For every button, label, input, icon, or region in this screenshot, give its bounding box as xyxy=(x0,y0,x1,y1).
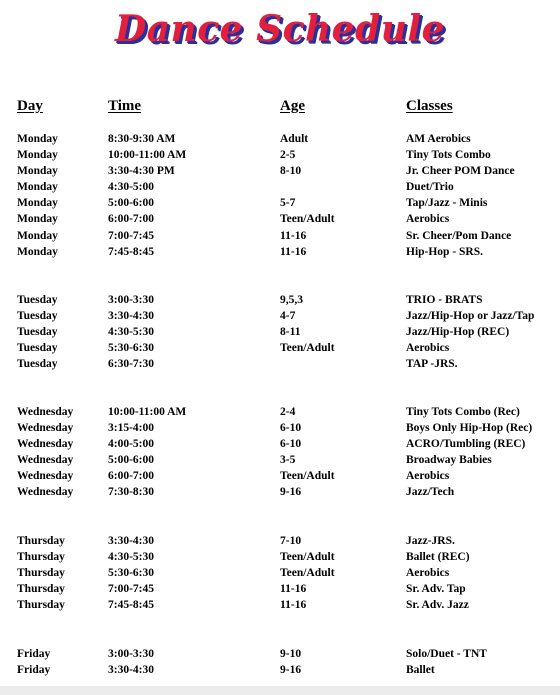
class-cell: Jazz/Tech xyxy=(406,486,455,499)
day-cell: Monday xyxy=(17,149,58,162)
time-cell: 3:30-4:30 xyxy=(108,535,154,547)
age-cell: 8-10 xyxy=(280,165,302,178)
class-cell: Tap/Jazz - Minis xyxy=(406,197,488,210)
class-cell: Sr. Adv. Jazz xyxy=(406,599,469,612)
page-bottom-band xyxy=(0,686,560,695)
day-cell: Monday xyxy=(17,245,58,258)
age-cell: 6-10 xyxy=(280,438,302,451)
time-cell: 7:30-8:30 xyxy=(108,486,154,499)
schedule-row xyxy=(0,228,560,244)
age-cell: 6-10 xyxy=(280,422,302,435)
time-cell: 10:00-11:00 AM xyxy=(108,149,187,162)
time-cell: 3:00-3:30 xyxy=(108,294,154,306)
day-cell: Monday xyxy=(17,213,58,226)
day-cell: Friday xyxy=(17,664,51,677)
schedule-row xyxy=(0,662,560,678)
time-cell: 3:00-3:30 xyxy=(108,648,154,660)
day-cell: Thursday xyxy=(17,583,65,596)
day-cell: Tuesday xyxy=(17,358,58,371)
schedule-header-row xyxy=(0,98,560,122)
schedule-row xyxy=(0,163,560,179)
time-cell: 7:00-7:45 xyxy=(108,583,154,596)
day-cell: Tuesday xyxy=(17,326,58,339)
class-cell: Jazz-JRS. xyxy=(406,535,455,547)
time-cell: 3:15-4:00 xyxy=(108,422,154,435)
class-cell: Broadway Babies xyxy=(406,454,492,467)
class-cell: Aerobics xyxy=(406,213,450,226)
time-cell: 6:30-7:30 xyxy=(108,358,154,371)
class-cell: Ballet xyxy=(406,664,435,677)
day-cell: Monday xyxy=(17,197,58,210)
class-cell: Duet/Trio xyxy=(406,181,454,194)
day-cell: Monday xyxy=(17,229,58,242)
day-cell: Friday xyxy=(17,648,51,660)
schedule-section-tuesday xyxy=(0,292,560,372)
time-cell: 3:30-4:30 xyxy=(108,664,154,677)
day-cell: Wednesday xyxy=(17,406,74,418)
age-cell: 5-7 xyxy=(280,197,296,210)
schedule-row xyxy=(0,646,560,662)
schedule-row xyxy=(0,597,560,613)
age-cell: 9-10 xyxy=(280,648,302,660)
schedule-row xyxy=(0,131,560,147)
header-classes: Classes xyxy=(406,98,453,114)
day-cell: Tuesday xyxy=(17,342,58,355)
class-cell: ACRO/Tumbling (REC) xyxy=(406,438,526,451)
age-cell: 2-4 xyxy=(280,406,296,418)
schedule-row xyxy=(0,436,560,452)
schedule-section-monday xyxy=(0,131,560,260)
schedule-row xyxy=(0,324,560,340)
time-cell: 5:30-6:30 xyxy=(108,342,154,355)
class-cell: Boys Only Hip-Hop (Rec) xyxy=(406,422,533,435)
day-cell: Tuesday xyxy=(17,310,58,323)
time-cell: 4:30-5:30 xyxy=(108,551,154,564)
schedule-row xyxy=(0,179,560,195)
age-cell: 2-5 xyxy=(280,149,296,162)
time-cell: 5:30-6:30 xyxy=(108,567,154,580)
class-cell: Hip-Hop - SRS. xyxy=(406,245,484,258)
age-cell: 4-7 xyxy=(280,310,296,323)
header-day: Day xyxy=(17,98,43,114)
schedule-row xyxy=(0,211,560,227)
class-cell: Tiny Tots Combo (Rec) xyxy=(406,406,520,418)
age-cell: Teen/Adult xyxy=(280,567,335,580)
age-cell: 11-16 xyxy=(280,245,307,258)
age-cell: Teen/Adult xyxy=(280,551,335,564)
day-cell: Wednesday xyxy=(17,454,74,467)
schedule-section-friday xyxy=(0,646,560,678)
class-cell: Jazz/Hip-Hop (REC) xyxy=(406,326,510,339)
age-cell: Teen/Adult xyxy=(280,470,335,483)
time-cell: 5:00-6:00 xyxy=(108,454,154,467)
class-cell: Sr. Adv. Tap xyxy=(406,583,466,596)
schedule-row xyxy=(0,533,560,549)
time-cell: 7:45-8:45 xyxy=(108,599,154,612)
class-cell: Aerobics xyxy=(406,567,450,580)
class-cell: TRIO - BRATS xyxy=(406,294,483,306)
time-cell: 5:00-6:00 xyxy=(108,197,154,210)
schedule-row xyxy=(0,404,560,420)
schedule-row xyxy=(0,565,560,581)
schedule-row xyxy=(0,195,560,211)
day-cell: Thursday xyxy=(17,599,65,612)
class-cell: TAP -JRS. xyxy=(406,358,458,371)
time-cell: 4:00-5:00 xyxy=(108,438,154,451)
schedule-row xyxy=(0,549,560,565)
day-cell: Monday xyxy=(17,133,58,145)
schedule-row xyxy=(0,340,560,356)
schedule-row xyxy=(0,147,560,163)
header-time: Time xyxy=(108,98,142,114)
schedule-row xyxy=(0,292,560,308)
time-cell: 7:45-8:45 xyxy=(108,245,154,258)
day-cell: Tuesday xyxy=(17,294,58,306)
schedule-row xyxy=(0,484,560,500)
day-cell: Monday xyxy=(17,165,58,178)
class-cell: AM Aerobics xyxy=(406,133,471,145)
age-cell: 3-5 xyxy=(280,454,296,467)
time-cell: 4:30-5:30 xyxy=(108,326,154,339)
schedule-row xyxy=(0,308,560,324)
schedule-row xyxy=(0,420,560,436)
day-cell: Thursday xyxy=(17,551,65,564)
time-cell: 3:30-4:30 xyxy=(108,310,154,323)
time-cell: 3:30-4:30 PM xyxy=(108,165,175,178)
day-cell: Thursday xyxy=(17,567,65,580)
day-cell: Monday xyxy=(17,181,58,194)
schedule-row xyxy=(0,468,560,484)
page-title: Dance Schedule xyxy=(115,8,445,50)
schedule-section-wednesday xyxy=(0,404,560,501)
class-cell: Jazz/Hip-Hop or Jazz/Tap xyxy=(406,310,535,323)
day-cell: Wednesday xyxy=(17,470,74,483)
time-cell: 8:30-9:30 AM xyxy=(108,133,176,145)
header-age: Age xyxy=(280,98,305,114)
schedule-section-thursday xyxy=(0,533,560,613)
age-cell: Adult xyxy=(280,133,309,145)
day-cell: Wednesday xyxy=(17,438,74,451)
age-cell: 8-11 xyxy=(280,326,301,339)
day-cell: Wednesday xyxy=(17,486,74,499)
age-cell: Teen/Adult xyxy=(280,342,335,355)
class-cell: Sr. Cheer/Pom Dance xyxy=(406,229,512,242)
time-cell: 7:00-7:45 xyxy=(108,229,154,242)
age-cell: 11-16 xyxy=(280,229,307,242)
class-cell: Solo/Duet - TNT xyxy=(406,648,487,660)
schedule-row xyxy=(0,356,560,372)
time-cell: 4:30-5:00 xyxy=(108,181,154,194)
age-cell: 9-16 xyxy=(280,486,302,499)
age-cell: 11-16 xyxy=(280,583,307,596)
time-cell: 6:00-7:00 xyxy=(108,213,154,226)
time-cell: 6:00-7:00 xyxy=(108,470,154,483)
class-cell: Ballet (REC) xyxy=(406,551,470,564)
class-cell: Aerobics xyxy=(406,470,450,483)
time-cell: 10:00-11:00 AM xyxy=(108,406,187,418)
schedule-row xyxy=(0,452,560,468)
class-cell: Jr. Cheer POM Dance xyxy=(406,165,515,178)
age-cell: 7-10 xyxy=(280,535,302,547)
age-cell: 11-16 xyxy=(280,599,307,612)
age-cell: Teen/Adult xyxy=(280,213,335,226)
day-cell: Wednesday xyxy=(17,422,74,435)
age-cell: 9-16 xyxy=(280,664,302,677)
schedule-row xyxy=(0,581,560,597)
schedule-row xyxy=(0,244,560,260)
class-cell: Tiny Tots Combo xyxy=(406,149,491,162)
day-cell: Thursday xyxy=(17,535,65,547)
class-cell: Aerobics xyxy=(406,342,450,355)
age-cell: 9,5,3 xyxy=(280,294,303,306)
